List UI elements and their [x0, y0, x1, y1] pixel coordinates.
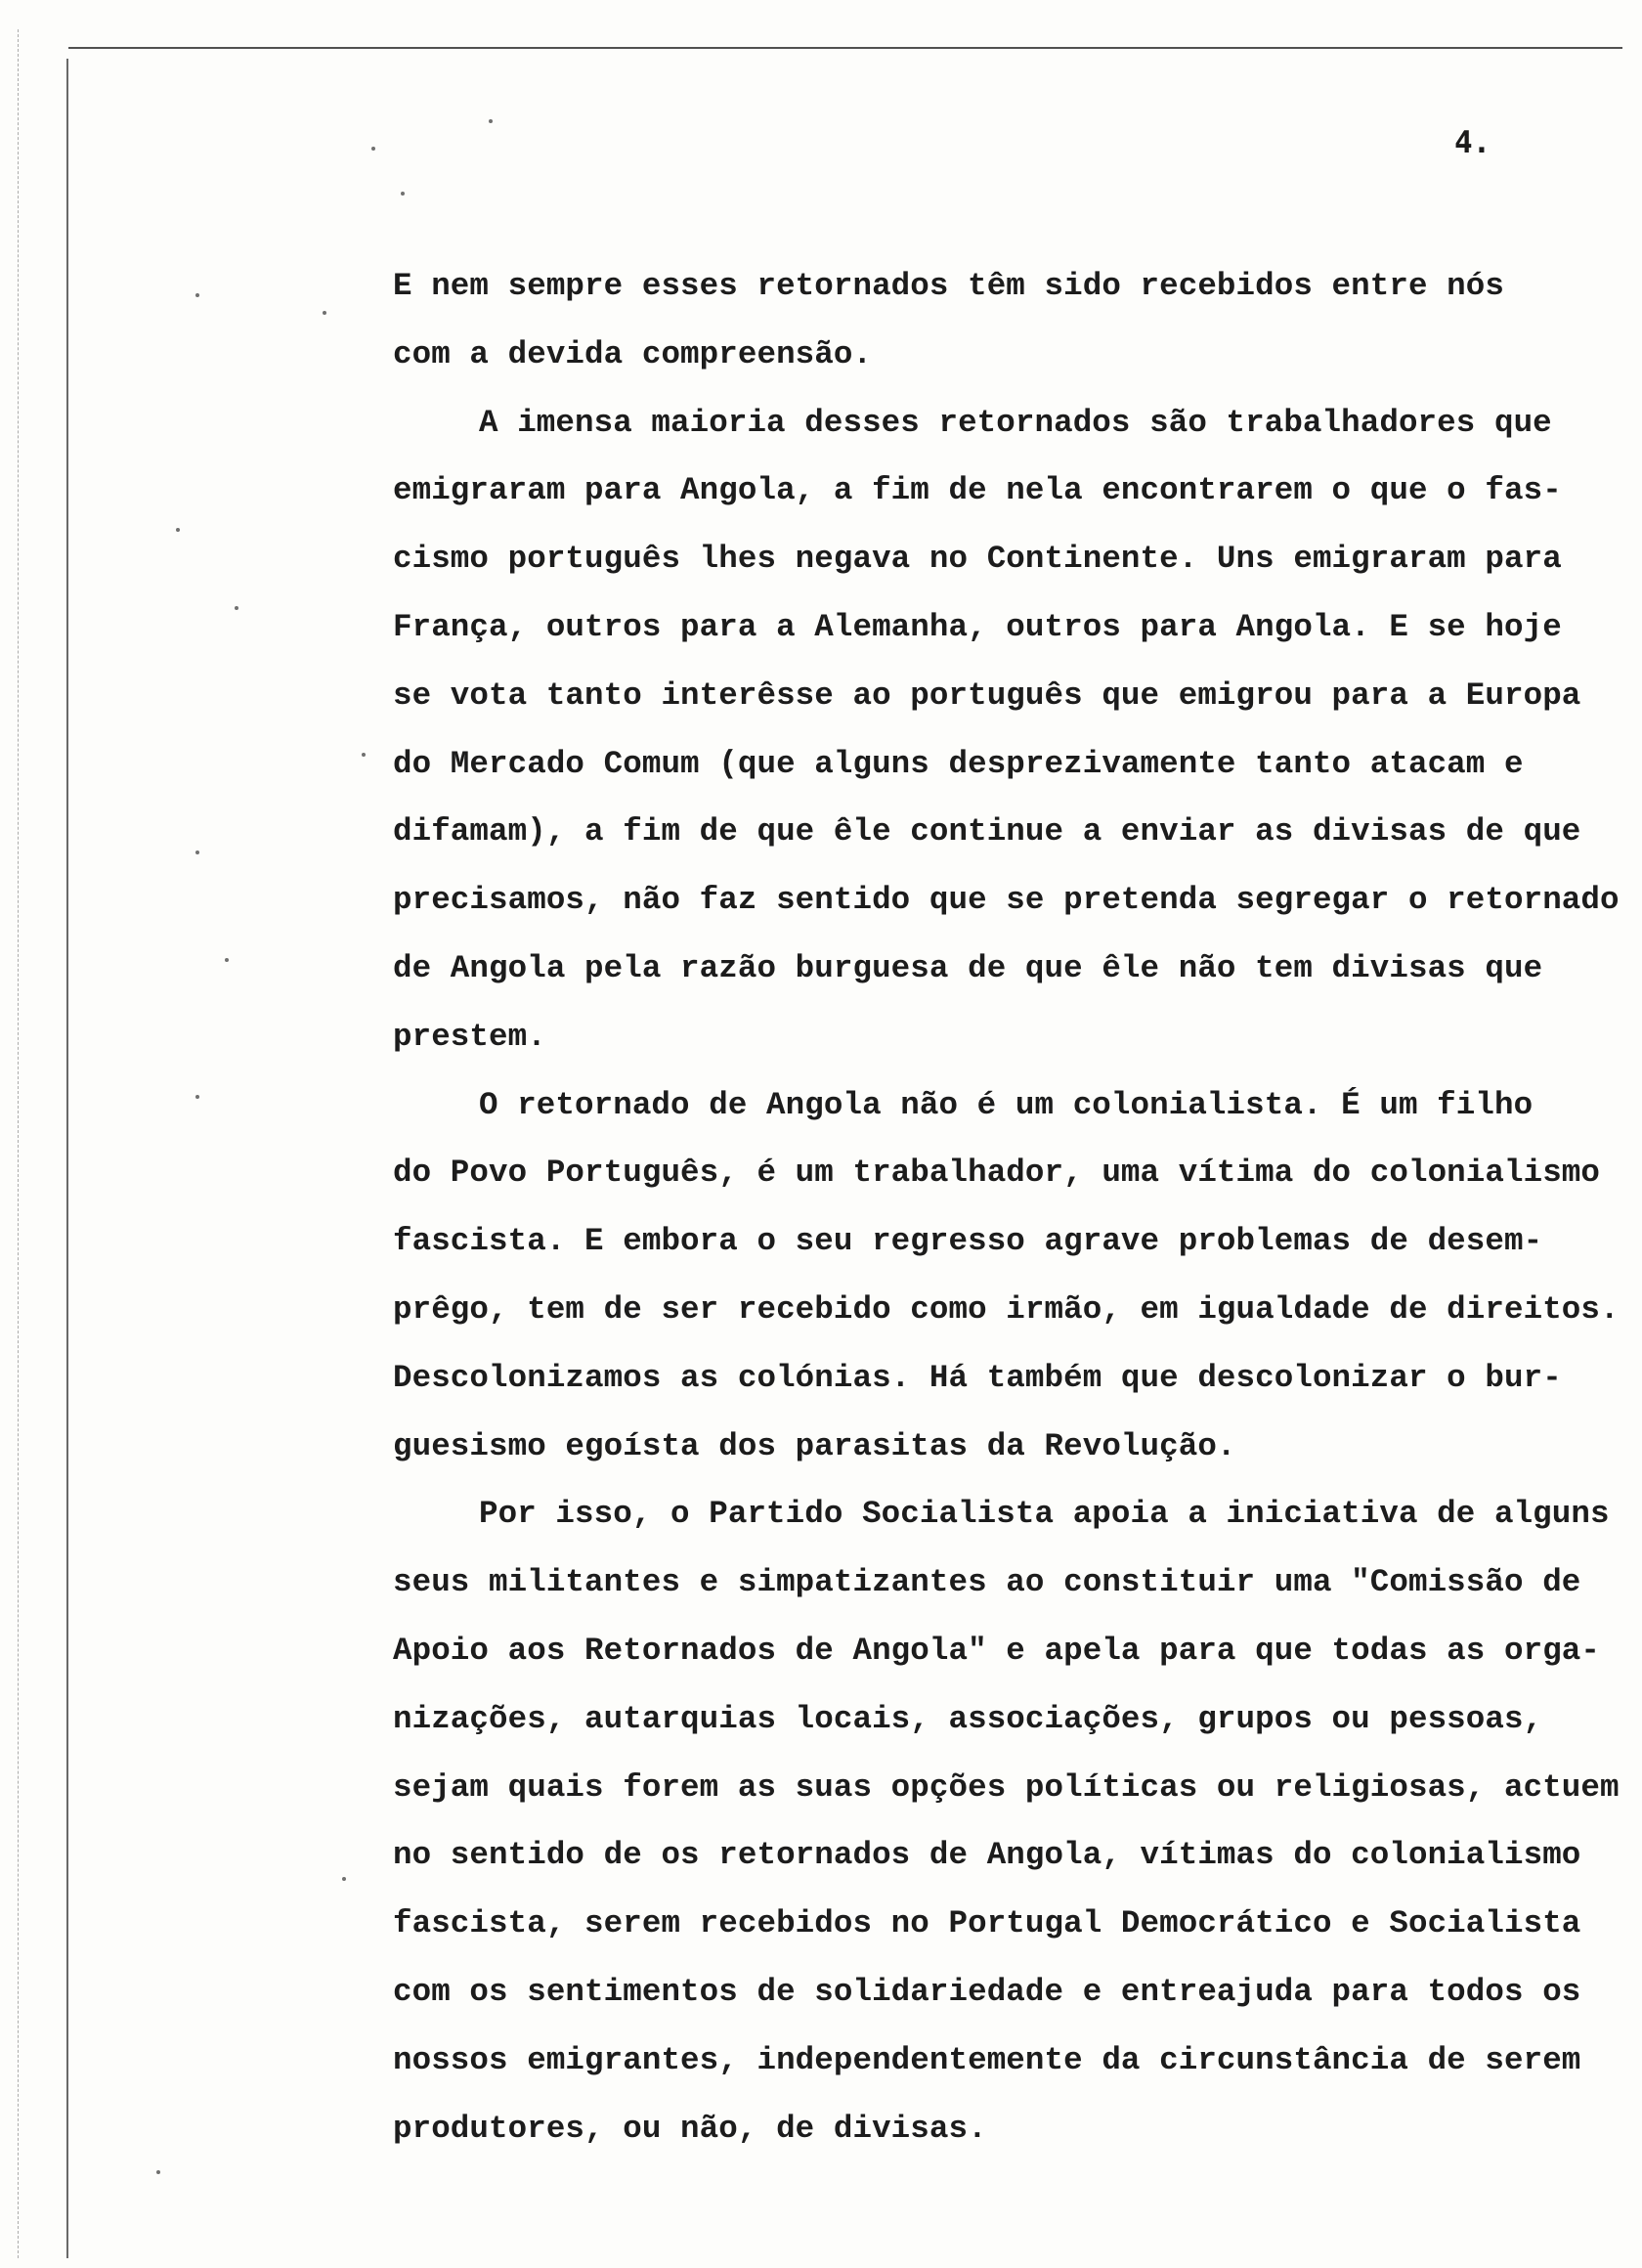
text-line: se vota tanto interêsse ao português que emigrou para a Europa: [393, 676, 1581, 714]
text-line: sejam quais forem as suas opções políticas ou religiosas, actuem: [393, 1768, 1620, 1806]
scan-speck: [323, 311, 326, 315]
scan-edge-left-outer: [18, 29, 19, 2258]
text-line: fascista, serem recebidos no Portugal Democrático e Socialista: [393, 1905, 1581, 1942]
scan-speck: [195, 293, 199, 297]
text-line: de Angola pela razão burguesa de que êle não tem divisas que: [393, 949, 1543, 986]
text-line: fascista. E embora o seu regresso agrave problemas de desem-: [393, 1223, 1543, 1260]
scan-speck: [195, 850, 199, 854]
scan-speck: [489, 119, 493, 123]
text-line: com os sentimentos de solidariedade e entreajuda para todos os: [393, 1973, 1581, 2010]
scan-speck: [176, 528, 180, 532]
scan-speck: [362, 753, 366, 757]
scan-speck: [195, 1095, 199, 1099]
text-line: precisamos, não faz sentido que se pretenda segregar o retornado: [393, 882, 1620, 919]
text-line: no sentido de os retornados de Angola, vítimas do colonialismo: [393, 1837, 1581, 1874]
scan-speck: [401, 192, 405, 196]
text-line: E nem sempre esses retornados têm sido recebidos entre nós: [393, 268, 1504, 304]
text-line: Por isso, o Partido Socialista apoia a iniciativa de alguns: [479, 1496, 1610, 1533]
text-line: Apoio aos Retornados de Angola" e apela para que todas as orga-: [393, 1632, 1600, 1669]
scan-speck: [371, 147, 375, 151]
text-line: produtores, ou não, de divisas.: [393, 2110, 987, 2147]
text-line: difamam), a fim de que êle continue a enviar as divisas de que: [393, 813, 1581, 850]
text-line: com a devida compreensão.: [393, 335, 873, 372]
text-line: prêgo, tem de ser recebido como irmão, em igualdade de direitos.: [393, 1290, 1620, 1328]
text-line: do Povo Português, é um trabalhador, uma vítima do colonialismo: [393, 1155, 1600, 1192]
body-text: [393, 252, 1620, 2162]
scan-speck: [235, 606, 238, 610]
text-line: seus militantes e simpatizantes ao constituir uma "Comissão de: [393, 1564, 1581, 1601]
text-line: cismo português lhes negava no Continente. Uns emigraram para: [393, 541, 1562, 578]
text-line: nizações, autarquias locais, associações, grupos ou pessoas,: [393, 1700, 1543, 1737]
scan-edge-top: [68, 47, 1622, 49]
scan-edge-left: [66, 59, 68, 2258]
text-line: França, outros para a Alemanha, outros para Angola. E se hoje: [393, 608, 1562, 645]
scan-speck: [342, 1877, 346, 1881]
scan-speck: [225, 958, 229, 962]
text-line: guesismo egoísta dos parasitas da Revolução.: [393, 1427, 1236, 1464]
text-line: do Mercado Comum (que alguns desprezivamente tanto atacam e: [393, 745, 1524, 782]
text-line: nossos emigrantes, independentemente da circunstância de serem: [393, 2041, 1581, 2078]
text-line: Descolonizamos as colónias. Há também que descolonizar o bur-: [393, 1359, 1562, 1396]
scan-speck: [156, 2170, 160, 2174]
text-line: A imensa maioria desses retornados são trabalhadores que: [479, 404, 1552, 441]
page-number: 4.: [1454, 125, 1491, 160]
text-line: prestem.: [393, 1018, 546, 1055]
text-line: emigraram para Angola, a fim de nela encontrarem o que o fas-: [393, 472, 1562, 509]
text-line: O retornado de Angola não é um colonialista. É um filho: [479, 1086, 1534, 1123]
